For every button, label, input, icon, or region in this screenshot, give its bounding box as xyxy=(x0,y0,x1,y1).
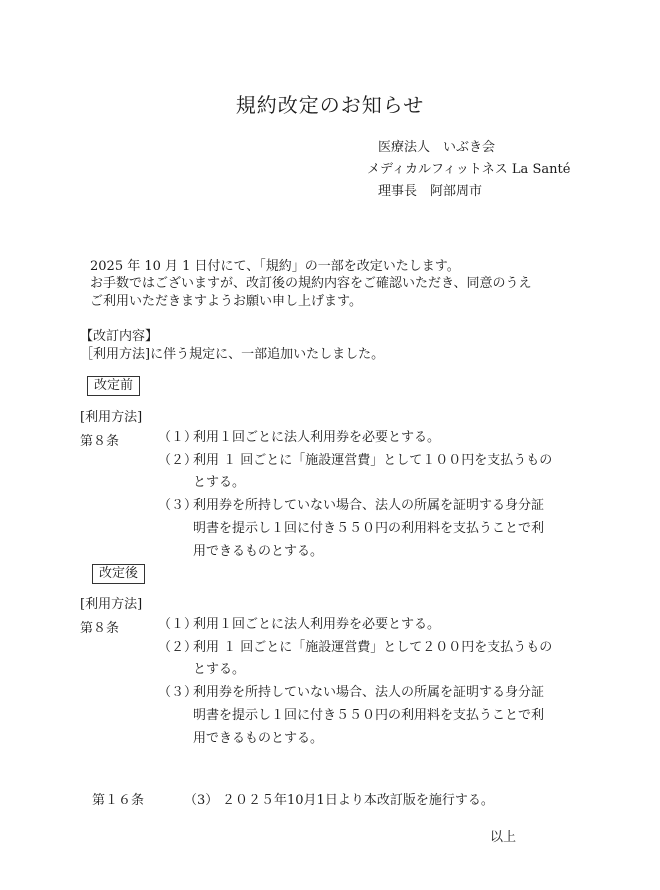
after-section-heading: [利用方法] xyxy=(80,597,143,612)
before-item-1-text: 利用１回ごとに法人利用券を必要とする。 xyxy=(193,430,441,445)
after-item-3-line-2: 明書を提示し１回に付き５５０円の利用料を支払うことで利 xyxy=(193,708,545,723)
after-item-2-line-2: とする。 xyxy=(193,662,246,677)
revision-description: ［利用方法]に伴う規定に、一部追加いたしました。 xyxy=(80,347,385,362)
before-item-3-number: （３） xyxy=(158,498,198,513)
before-item-3-line-3: 用できるものとする。 xyxy=(193,544,324,559)
before-article: 第８条 xyxy=(80,434,120,449)
enforcement-text: ２０２５年10月1日より本改訂版を施行する。 xyxy=(222,793,494,808)
before-item-2-number: （２） xyxy=(158,453,198,468)
after-item-3-line-3: 用できるものとする。 xyxy=(193,731,324,746)
after-item-1-text: 利用１回ごとに法人利用券を必要とする。 xyxy=(193,617,441,632)
before-label-box: 改定前 xyxy=(87,376,140,396)
revision-heading: 【改訂内容】 xyxy=(80,329,159,344)
issuer-chair: 理事長 阿部周市 xyxy=(378,184,483,199)
intro-line-1: 2025 年 10 月 1 日付にて、「規約」の一部を改定いたします。 xyxy=(90,259,460,274)
before-item-2-line-1: 利用 １ 回ごとに「施設運営費」として１００円を支払うもの xyxy=(193,453,553,468)
after-item-2-number: （２） xyxy=(158,640,198,655)
after-item-3-line-1: 利用券を所持していない場合、法人の所属を証明する身分証 xyxy=(193,685,545,700)
intro-line-3: ご利用いただきますようお願い申し上げます。 xyxy=(90,294,362,309)
before-item-2-line-2: とする。 xyxy=(193,475,246,490)
intro-line-2: お手数ではございますが、改訂後の規約内容をご確認いただき、同意のうえ xyxy=(90,276,532,291)
before-section-heading: [利用方法] xyxy=(80,410,143,425)
before-item-3-line-1: 利用券を所持していない場合、法人の所属を証明する身分証 xyxy=(193,498,545,513)
enforcement-article: 第１６条 xyxy=(92,793,145,808)
closing-remark: 以上 xyxy=(490,830,517,845)
issuer-org: 医療法人 いぶき会 xyxy=(378,140,496,155)
document-title: 規約改定のお知らせ xyxy=(235,93,425,117)
after-label-box: 改定後 xyxy=(92,564,145,584)
after-item-3-number: （３） xyxy=(158,685,198,700)
issuer-facility: メディカルフィットネス La Santé xyxy=(367,162,571,177)
enforcement-number: （3） xyxy=(184,793,219,808)
after-article: 第８条 xyxy=(80,621,120,636)
before-item-3-line-2: 明書を提示し１回に付き５５０円の利用料を支払うことで利 xyxy=(193,521,545,536)
before-item-1-number: （１） xyxy=(158,430,198,445)
after-item-1-number: （１） xyxy=(158,617,198,632)
after-item-2-line-1: 利用 １ 回ごとに「施設運営費」として２００円を支払うもの xyxy=(193,640,553,655)
